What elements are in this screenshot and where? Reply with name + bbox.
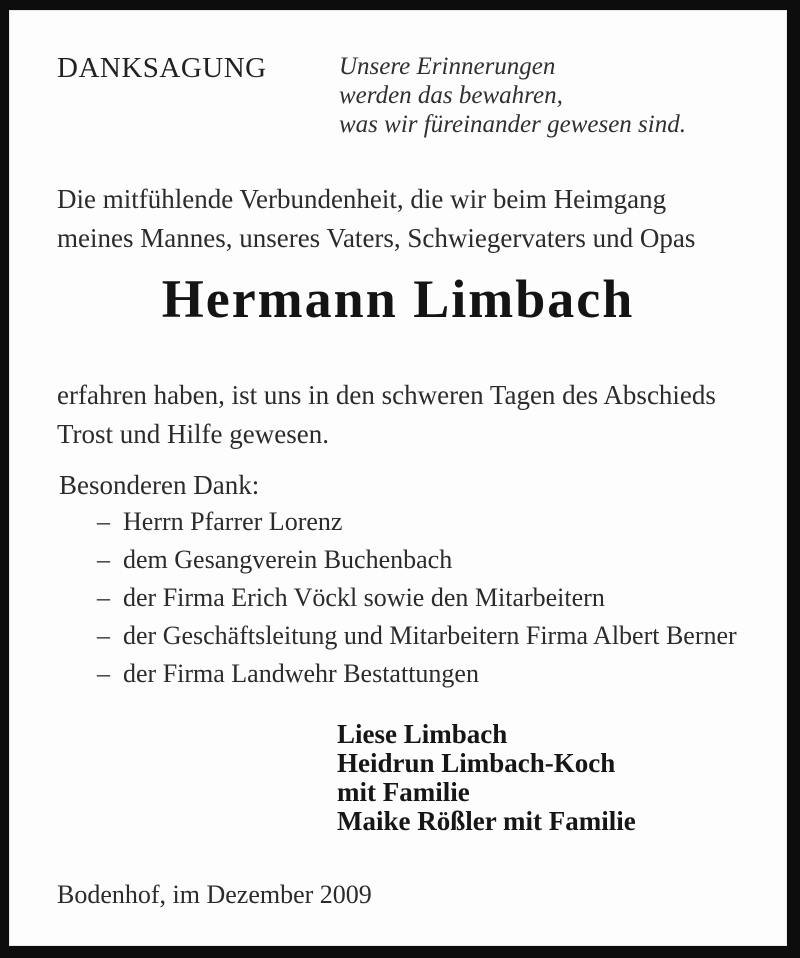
mourners-block (337, 720, 636, 836)
thanks-list-item (97, 661, 737, 687)
thanks-item-text: der Firma Landwehr Bestattungen (123, 659, 479, 688)
continuation-paragraph (57, 376, 716, 454)
dash-bullet: – (97, 583, 110, 612)
thanks-item-text: der Firma Erich Vöckl sowie den Mitarbeitern (123, 583, 605, 612)
intro-line-2: meines Mannes, unseres Vaters, Schwiegervaters und Opas (57, 223, 696, 253)
thanks-item-text: Herrn Pfarrer Lorenz (123, 507, 343, 536)
dash-bullet: – (97, 621, 110, 650)
notice-type-heading: DANKSAGUNG (57, 52, 267, 84)
dash-bullet: – (97, 659, 110, 688)
deceased-name: Hermann Limbach (161, 269, 635, 329)
continuation-line-1: erfahren haben, ist uns in den schweren Tagen des Abschieds (57, 380, 716, 410)
intro-line-1: Die mitfühlende Verbundenheit, die wir beim Heimgang (57, 184, 667, 214)
quote-line-2: werden das bewahren, (339, 82, 563, 109)
continuation-line-2: Trost und Hilfe gewesen. (57, 419, 329, 449)
quote-line-1: Unsere Erinnerungen (339, 53, 556, 80)
memorial-quote (339, 52, 686, 139)
quote-line-3: was wir füreinander gewesen sind. (339, 111, 686, 138)
dash-bullet: – (97, 507, 110, 536)
mourner-line-3: mit Familie (337, 777, 470, 807)
mourner-line-1: Liese Limbach (337, 719, 508, 749)
special-thanks-heading: Besonderen Dank: (59, 470, 260, 500)
dash-bullet: – (97, 545, 110, 574)
mourner-line-2: Heidrun Limbach-Koch (337, 748, 616, 778)
thanks-item-text: dem Gesangverein Buchenbach (123, 545, 453, 574)
thanks-list-item (97, 585, 737, 611)
thanks-list-item (97, 623, 737, 649)
place-and-date: Bodenhof, im Dezember 2009 (57, 880, 372, 909)
mourner-line-4: Maike Rößler mit Familie (337, 806, 636, 836)
thanks-list-item (97, 509, 737, 535)
thanks-item-text: der Geschäftsleitung und Mitarbeitern Firma Albert Berner (123, 621, 737, 650)
special-thanks-list (97, 509, 737, 699)
thanks-list-item (97, 547, 737, 573)
intro-paragraph (57, 180, 695, 258)
obituary-thank-you-card (9, 10, 787, 946)
